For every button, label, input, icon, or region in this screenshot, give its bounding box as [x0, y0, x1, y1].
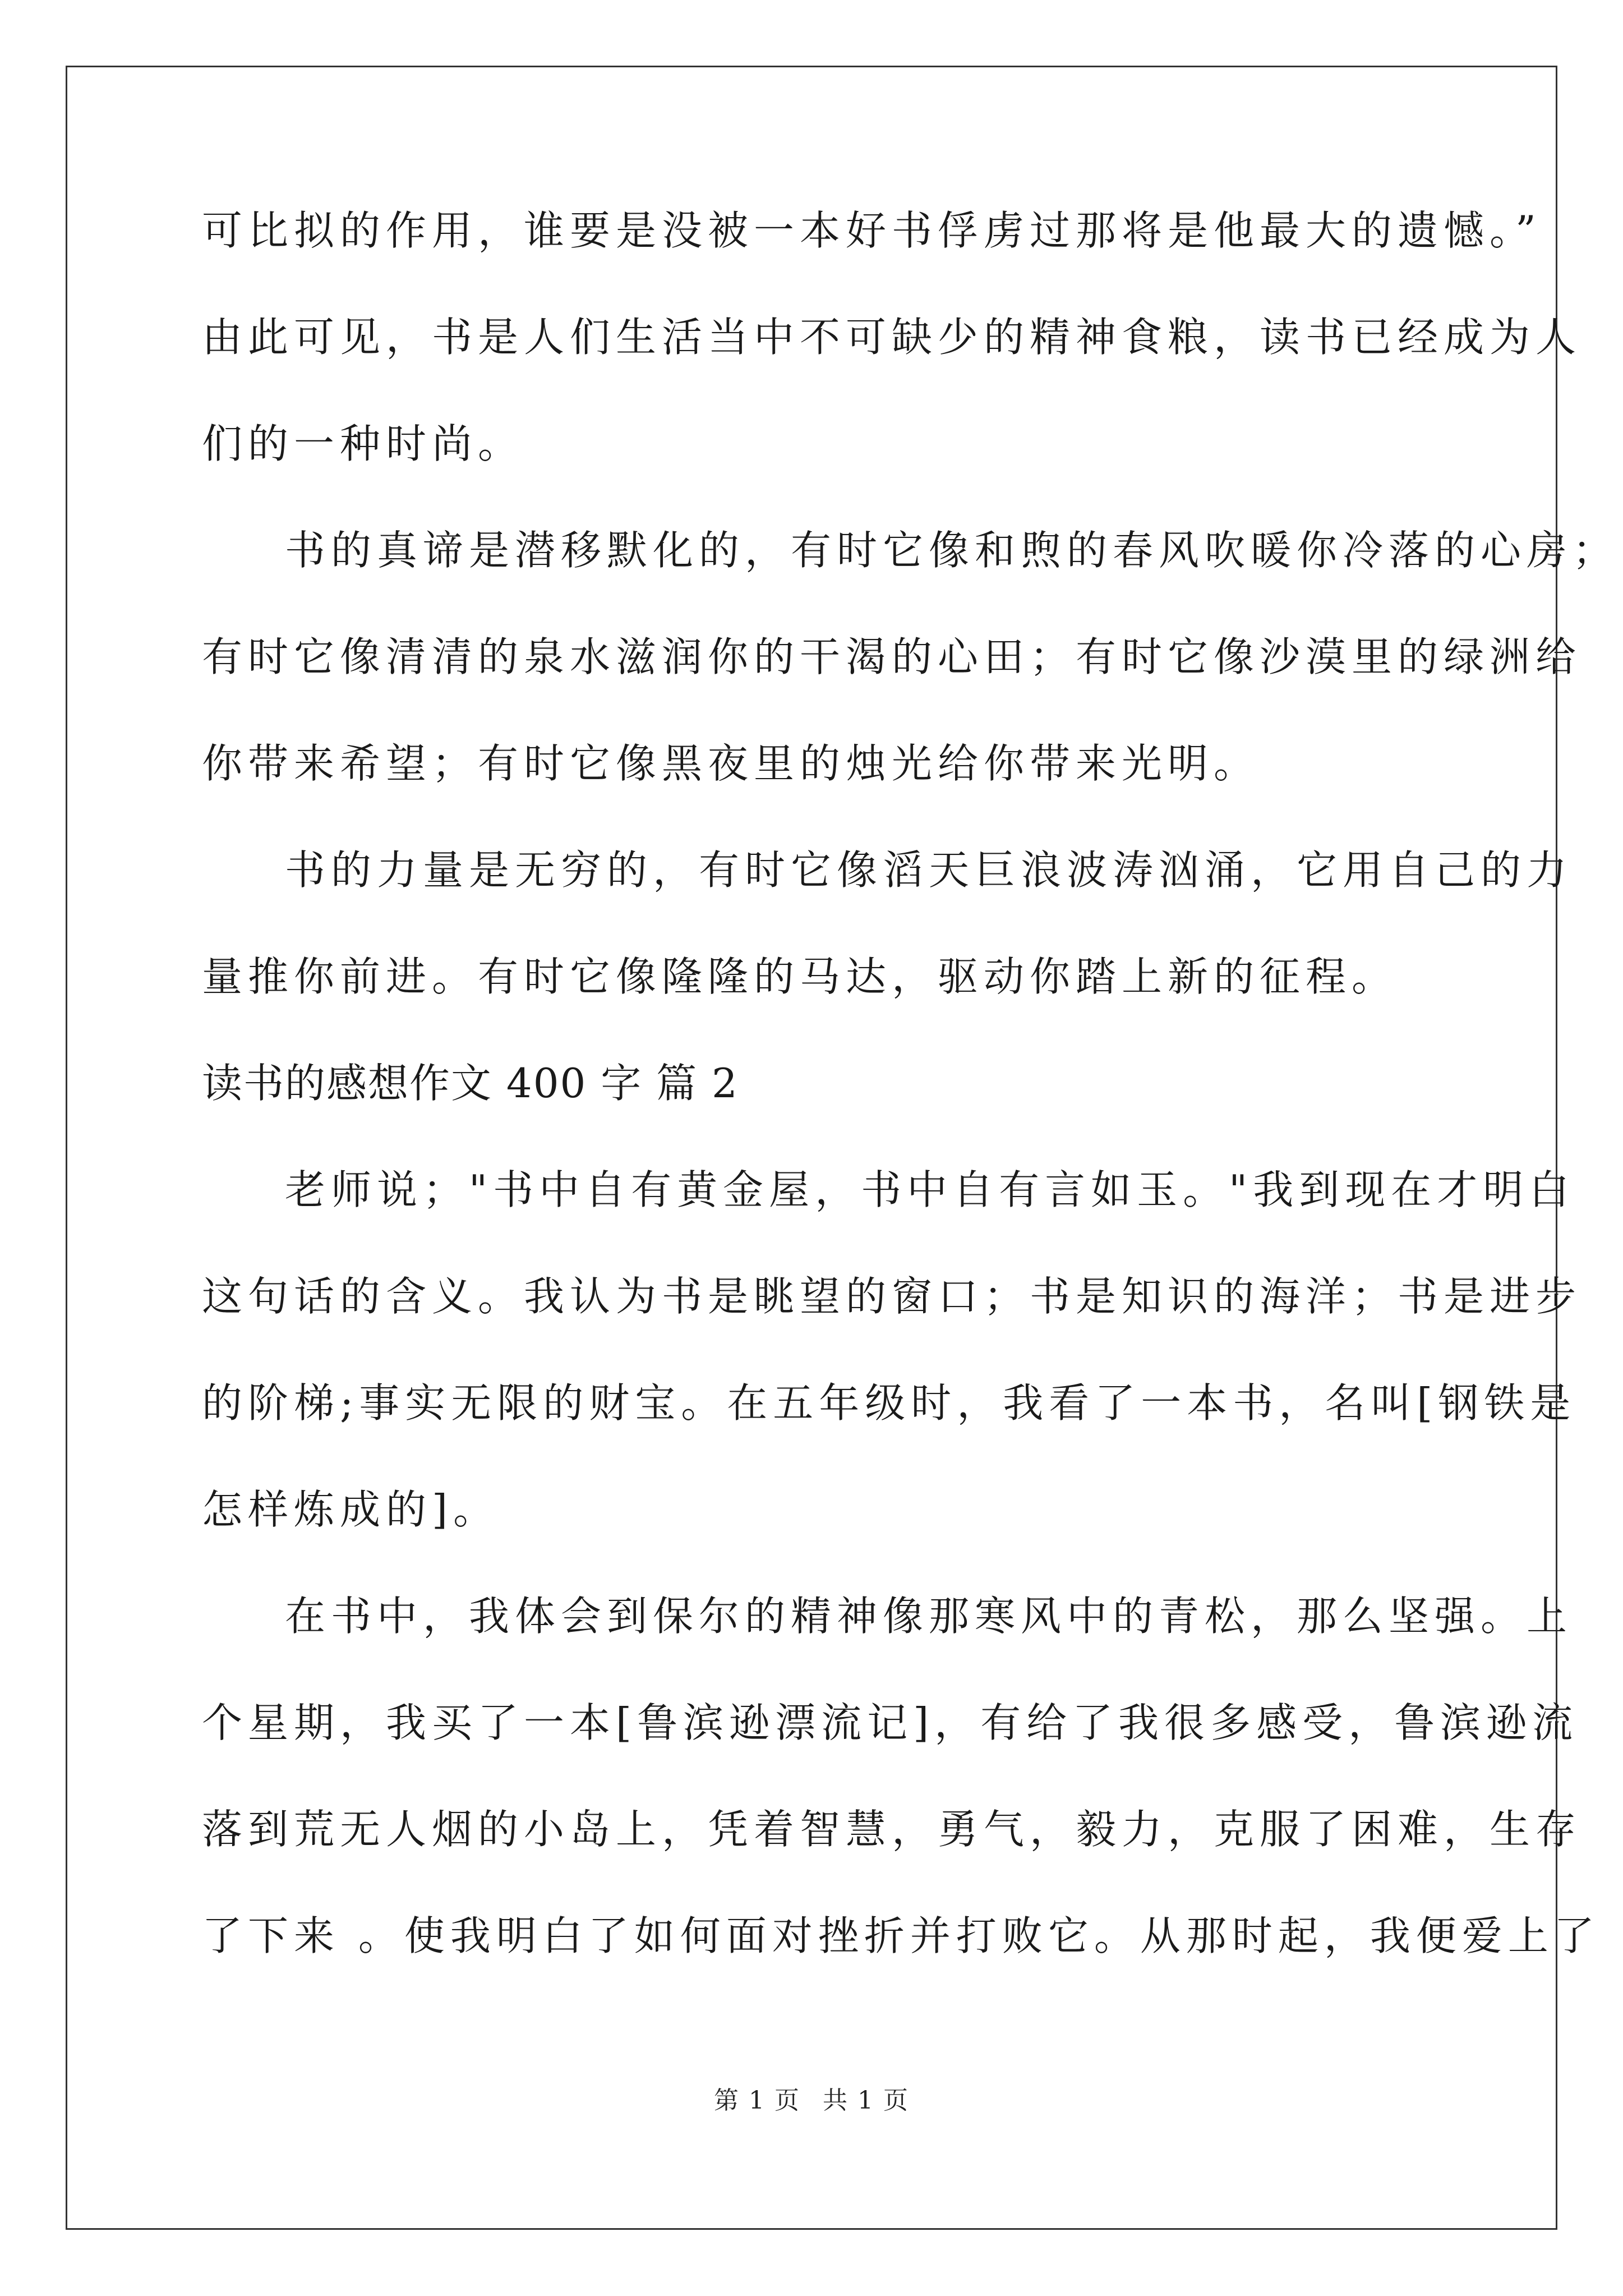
paragraph-start-line: 在书中，我体会到保尔的精神像那寒风中的青松，那么坚强。上 — [285, 1593, 1573, 1640]
page-number-total: 共 1 页 — [823, 2086, 909, 2115]
text-line: 有时它像清清的泉水滋润你的干渴的心田；有时它像沙漠里的绿洲给 — [202, 633, 1582, 680]
page-number-current: 第 1 页 — [714, 2086, 800, 2115]
text-line: 个星期，我买了一本[鲁滨逊漂流记]，有给了我很多感受，鲁滨逊流 — [202, 1699, 1579, 1746]
text-line: 量推你前进。有时它像隆隆的马达，驱动你踏上新的征程。 — [202, 953, 1398, 1000]
text-line: 这句话的含义。我认为书是眺望的窗口；书是知识的海洋；书是进步 — [202, 1273, 1582, 1320]
text-line: 你带来希望；有时它像黑夜里的烛光给你带来光明。 — [202, 740, 1260, 787]
text-line: 可比拟的作用，谁要是没被一本好书俘虏过那将是他最大的遗憾。” — [202, 207, 1542, 254]
text-line: 由此可见，书是人们生活当中不可缺少的精神食粮，读书已经成为人 — [202, 314, 1582, 361]
text-line: 了下来 。使我明白了如何面对挫折并打败它。从那时起，我便爱上了 — [202, 1912, 1600, 1959]
text-line: 怎样炼成的]。 — [202, 1486, 500, 1533]
text-line: 们的一种时尚。 — [202, 420, 524, 467]
paragraph-start-line: 老师说；"书中自有黄金屋，书中自有言如玉。"我到现在才明白 — [285, 1166, 1575, 1213]
section-heading: 读书的感想作文 400 字 篇 2 — [202, 1060, 739, 1107]
paragraph-start-line: 书的真谛是潜移默化的，有时它像和煦的春风吹暖你冷落的心房； — [285, 527, 1619, 574]
paragraph-start-line: 书的力量是无穷的，有时它像滔天巨浪波涛汹涌，它用自己的力 — [285, 846, 1573, 894]
text-line: 的阶梯;事实无限的财宝。在五年级时，我看了一本书，名叫[钢铁是 — [202, 1379, 1576, 1427]
page-footer — [0, 2084, 1623, 2118]
text-line: 落到荒无人烟的小岛上，凭着智慧，勇气，毅力，克服了困难，生存 — [202, 1806, 1582, 1853]
page-border — [66, 66, 1557, 2230]
